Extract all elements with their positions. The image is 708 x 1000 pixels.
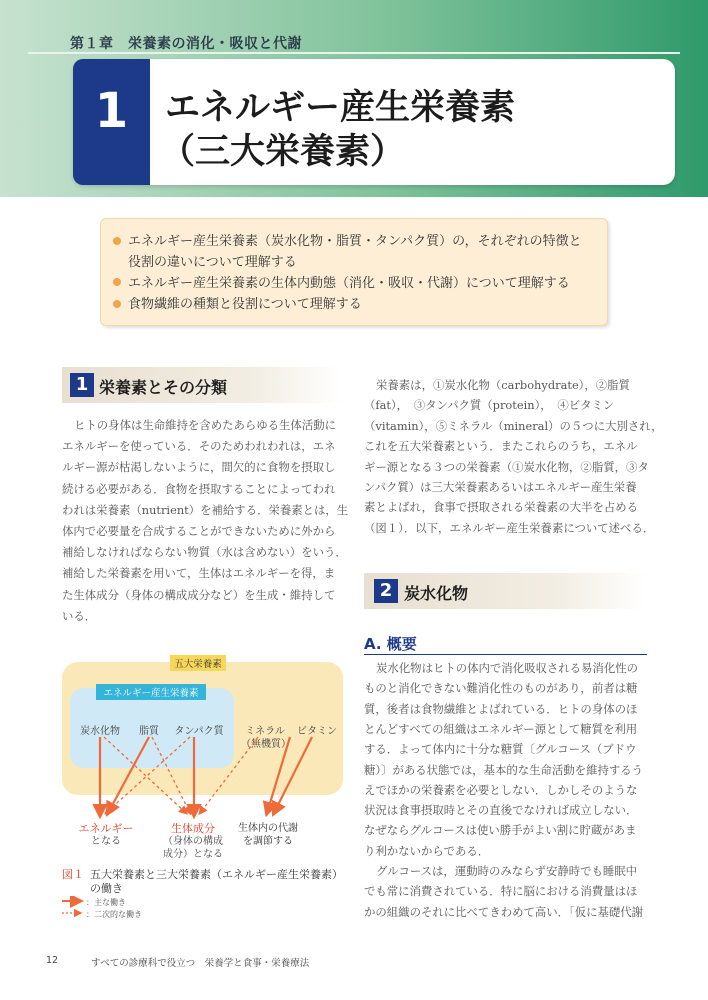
- section-title: 栄養素とその分類: [99, 378, 228, 397]
- legend-icons: [62, 896, 86, 918]
- arrow-secondary: [152, 737, 190, 813]
- footer-title: すべての診療科で役立つ 栄養学と食事・栄養療法: [91, 958, 310, 969]
- body-text-line: でも常に消費されている．特に脳における消費量はほ: [364, 884, 638, 899]
- figure-caption-line2: の働き: [90, 882, 123, 895]
- body-text-line: する．よって体内に十分な糖質〔グルコース（ブドウ: [364, 742, 637, 757]
- body-text-line: 体内で必要量を合成することができないために外から: [62, 524, 336, 538]
- body-text-line: いる．: [62, 608, 97, 623]
- nutrient-protein: タンパク質: [174, 726, 224, 737]
- body-text-line: 炭水化物はヒトの体内で消化吸収される易消化性の: [376, 661, 638, 675]
- body-text-line: り利かないからである．: [364, 843, 490, 858]
- bullet-icon: [113, 278, 121, 286]
- body-text-line: われは栄養素（nutrient）を補給する．栄養素とは，生: [62, 502, 349, 517]
- body-text-line: （vitamin），⑤ミネラル（mineral）の５つに大別され，: [364, 418, 663, 433]
- body-text-line: （図１）．以下，エネルギー産生栄養素について述べる．: [364, 520, 655, 535]
- output-regulation-line1: 生体内の代謝: [238, 823, 298, 834]
- output-energy: [76, 822, 136, 848]
- body-text-line: かの組織のそれに比べてきわめて高い．「仮に基礎代謝: [364, 904, 644, 919]
- nutrient-mineral-note: （無機質）: [241, 739, 291, 750]
- legend-secondary: ：二次的な働き: [86, 910, 142, 919]
- body-text-line: ルギー源が枯渇しないように，間欠的に食物を摂取し: [62, 460, 336, 475]
- section-title: 炭水化物: [404, 584, 469, 603]
- title-number: 1: [94, 83, 129, 139]
- output-energy-title: エネルギー: [78, 822, 134, 835]
- objective-item: 食物繊維の種類と役割について理解する: [128, 297, 362, 312]
- body-text-line: ギー源となる３つの栄養素（①炭水化物，②脂質，③タ: [364, 459, 649, 474]
- body-text-line: ンパク質）は三大栄養素あるいはエネルギー産生栄養: [364, 480, 637, 494]
- subsection-heading: A. 概要: [364, 635, 417, 653]
- body-text-line: 状況は食事摂取時とその直後でなければ成立しない．: [364, 803, 638, 818]
- nutrient-arrows: [62, 735, 352, 820]
- body-text-line: た生体成分（身体の構成成分など）を生成・維持して: [62, 587, 336, 602]
- body-text-line: なぜならグルコースは使い勝手がよい割に貯蔵があま: [364, 823, 637, 838]
- page-number: 12: [46, 955, 59, 966]
- body-text-line: これを五大栄養素という．またこれらのうち，エネル: [364, 439, 638, 454]
- nutrient-mineral: ミネラル: [245, 726, 285, 737]
- body-text-line: 補給しなければならない物質（水は含めない）をいう．: [62, 545, 347, 560]
- section-number: 2: [374, 579, 398, 603]
- body-text-line: 栄養素は，①炭水化物（carbohydrate），②脂質: [376, 378, 630, 392]
- figure-caption-line1: 五大栄養素と三大栄養素（エネルギー産生栄養素）: [90, 868, 343, 881]
- energy-nutrients-label: エネルギー産生栄養素: [96, 684, 206, 700]
- nutrient-fat: 脂質: [139, 726, 159, 737]
- output-regulation: [232, 822, 304, 848]
- body-text-line: 糖）〕がある状態では，基本的な生命活動を維持するう: [364, 762, 644, 777]
- nutrient-vitamin: ビタミン: [297, 726, 337, 737]
- chapter-divider: [28, 52, 680, 54]
- arrow-main: [108, 737, 149, 813]
- body-text-line: ものと消化できない難消化性のものがあり，前者は糖: [364, 681, 638, 696]
- output-regulation-line2: を調節する: [243, 836, 293, 847]
- body-text-line: エネルギーを使っている．そのためわれわれは，エネ: [62, 439, 336, 454]
- objective-item: エネルギー産生栄養素（炭水化物・脂質・タンパク質）の，それぞれの特徴と: [128, 234, 582, 249]
- page-title-line1: エネルギー産生栄養素: [165, 88, 516, 128]
- body-text-line: えでほかの栄養素を必要としない．しかしそのような: [364, 782, 638, 797]
- body-text-line: とんどすべての組織はエネルギー源として糖質を利用: [364, 721, 638, 736]
- body-text-line: （fat）， ③タンパク質（protein）， ④ビタミン: [364, 398, 615, 413]
- output-body-component: [160, 822, 226, 861]
- body-text-line: 補給した栄養素を用いて，生体はエネルギーを得，ま: [62, 566, 336, 581]
- body-text-line: グルコースは，運動時のみならず安静時でも睡眠中: [376, 864, 638, 878]
- arrow-secondary: [200, 737, 258, 813]
- body-text-line: 続ける必要がある．食物を摂取することによってわれ: [62, 481, 336, 496]
- body-text-line: 素とよばれ，食事で摂取される栄養素の大半を占める: [364, 500, 639, 515]
- body-text-line: ヒトの身体は生命維持を含めたあらゆる生体活動に: [74, 418, 336, 432]
- section-number: 1: [70, 373, 94, 397]
- figure-number: 図１: [62, 868, 84, 881]
- nutrient-carbohydrate: 炭水化物: [80, 726, 120, 737]
- arrow-secondary: [104, 737, 186, 813]
- five-nutrients-label: 五大栄養素: [170, 655, 226, 671]
- bullet-icon: [113, 300, 121, 308]
- bullet-icon: [113, 237, 121, 245]
- output-body-desc1: （身体の構成: [163, 836, 223, 847]
- subsection-underline: [364, 654, 647, 655]
- objective-item: エネルギー産生栄養素の生体内動態（消化・吸収・代謝）について理解する: [128, 276, 570, 291]
- arrow-secondary: [106, 737, 190, 813]
- chapter-label: 第１章 栄養素の消化・吸収と代謝: [70, 36, 302, 52]
- output-body-title: 生体成分: [171, 822, 215, 835]
- body-text-line: 質，後者は食物繊維とよばれている．ヒトの身体のほ: [364, 701, 638, 716]
- output-energy-desc: となる: [91, 836, 121, 847]
- arrow-main: [274, 737, 312, 813]
- legend-main: ：主な働き: [86, 898, 126, 907]
- page-title-line2: （三大栄養素）: [160, 132, 406, 172]
- output-body-desc2: 成分）となる: [163, 849, 223, 860]
- objective-item: 役割の違いについて理解する: [128, 255, 297, 270]
